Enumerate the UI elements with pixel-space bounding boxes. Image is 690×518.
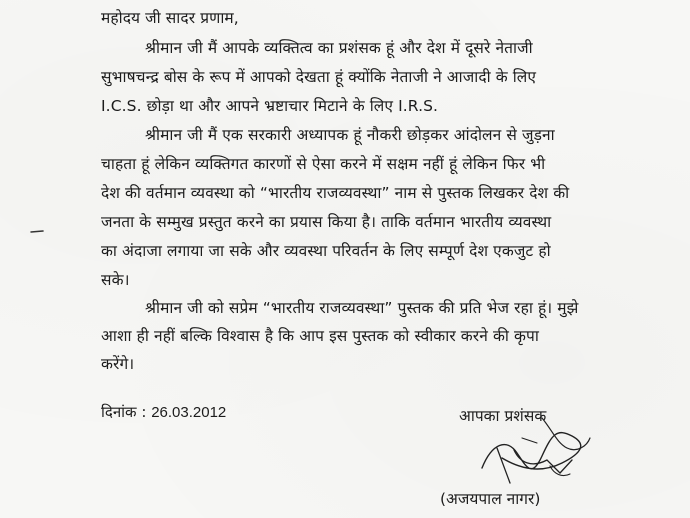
paragraph2-line4: जनता के सम्मुख प्रस्तुत करने का प्रयास किया है। ताकि वर्तमान भारतीय व्यवस्था — [101, 213, 552, 231]
scan-mark — [30, 229, 44, 234]
date-value: 26.03.2012 — [151, 404, 227, 421]
paragraph2-line2: चाहता हूं लेकिन व्यक्तिगत कारणों से ऐसा करने में सक्षम नहीं हूं लेकिन फिर भी — [101, 155, 546, 173]
paragraph1-line2: सुभाषचन्द्र बोस के रूप में आपको देखता हूं क्योंकि नेताजी ने आजादी के लिए — [101, 68, 537, 86]
paragraph3-line2: आशा ही नहीं बल्कि विश्वास है कि आप इस पुस्तक को स्वीकार करने की कृपा — [101, 327, 539, 345]
date-line — [101, 402, 226, 422]
paragraph1-line1: श्रीमान जी मैं आपके व्यक्तित्व का प्रशंसक हूं और देश में दूसरे नेताजी — [145, 39, 533, 57]
signature-scribble — [462, 408, 602, 488]
paragraph2-line1: श्रीमान जी मैं एक सरकारी अध्यापक हूं नौकरी छोड़कर आंदोलन से जुड़ना — [145, 126, 555, 144]
paragraph2-line3: देश की वर्तमान व्यवस्था को “भारतीय राजव्यवस्था” नाम से पुस्तक लिखकर देश की — [101, 184, 570, 202]
salutation: महोदय जी सादर प्रणाम, — [101, 9, 239, 27]
signer-name: (अजयपाल नागर) — [440, 490, 541, 508]
paragraph3-line1: श्रीमान जी को सप्रेम “भारतीय राजव्यवस्था” पुस्तक की प्रति भेज रहा हूं। मुझे — [145, 299, 579, 317]
paragraph2-line5: का अंदाजा लगाया जा सके और व्यवस्था परिवर्तन के लिए सम्पूर्ण देश एकजुट हो — [101, 242, 551, 260]
paragraph3-line3: करेंगे। — [101, 355, 135, 373]
paragraph1-line3: I.C.S. छोड़ा था और आपने भ्रष्टाचार मिटाने के लिए I.R.S. — [101, 97, 439, 115]
date-label: दिनांक : — [101, 403, 147, 421]
closing: आपका प्रशंसक — [459, 407, 547, 425]
paragraph2-line6: सके। — [101, 271, 130, 289]
